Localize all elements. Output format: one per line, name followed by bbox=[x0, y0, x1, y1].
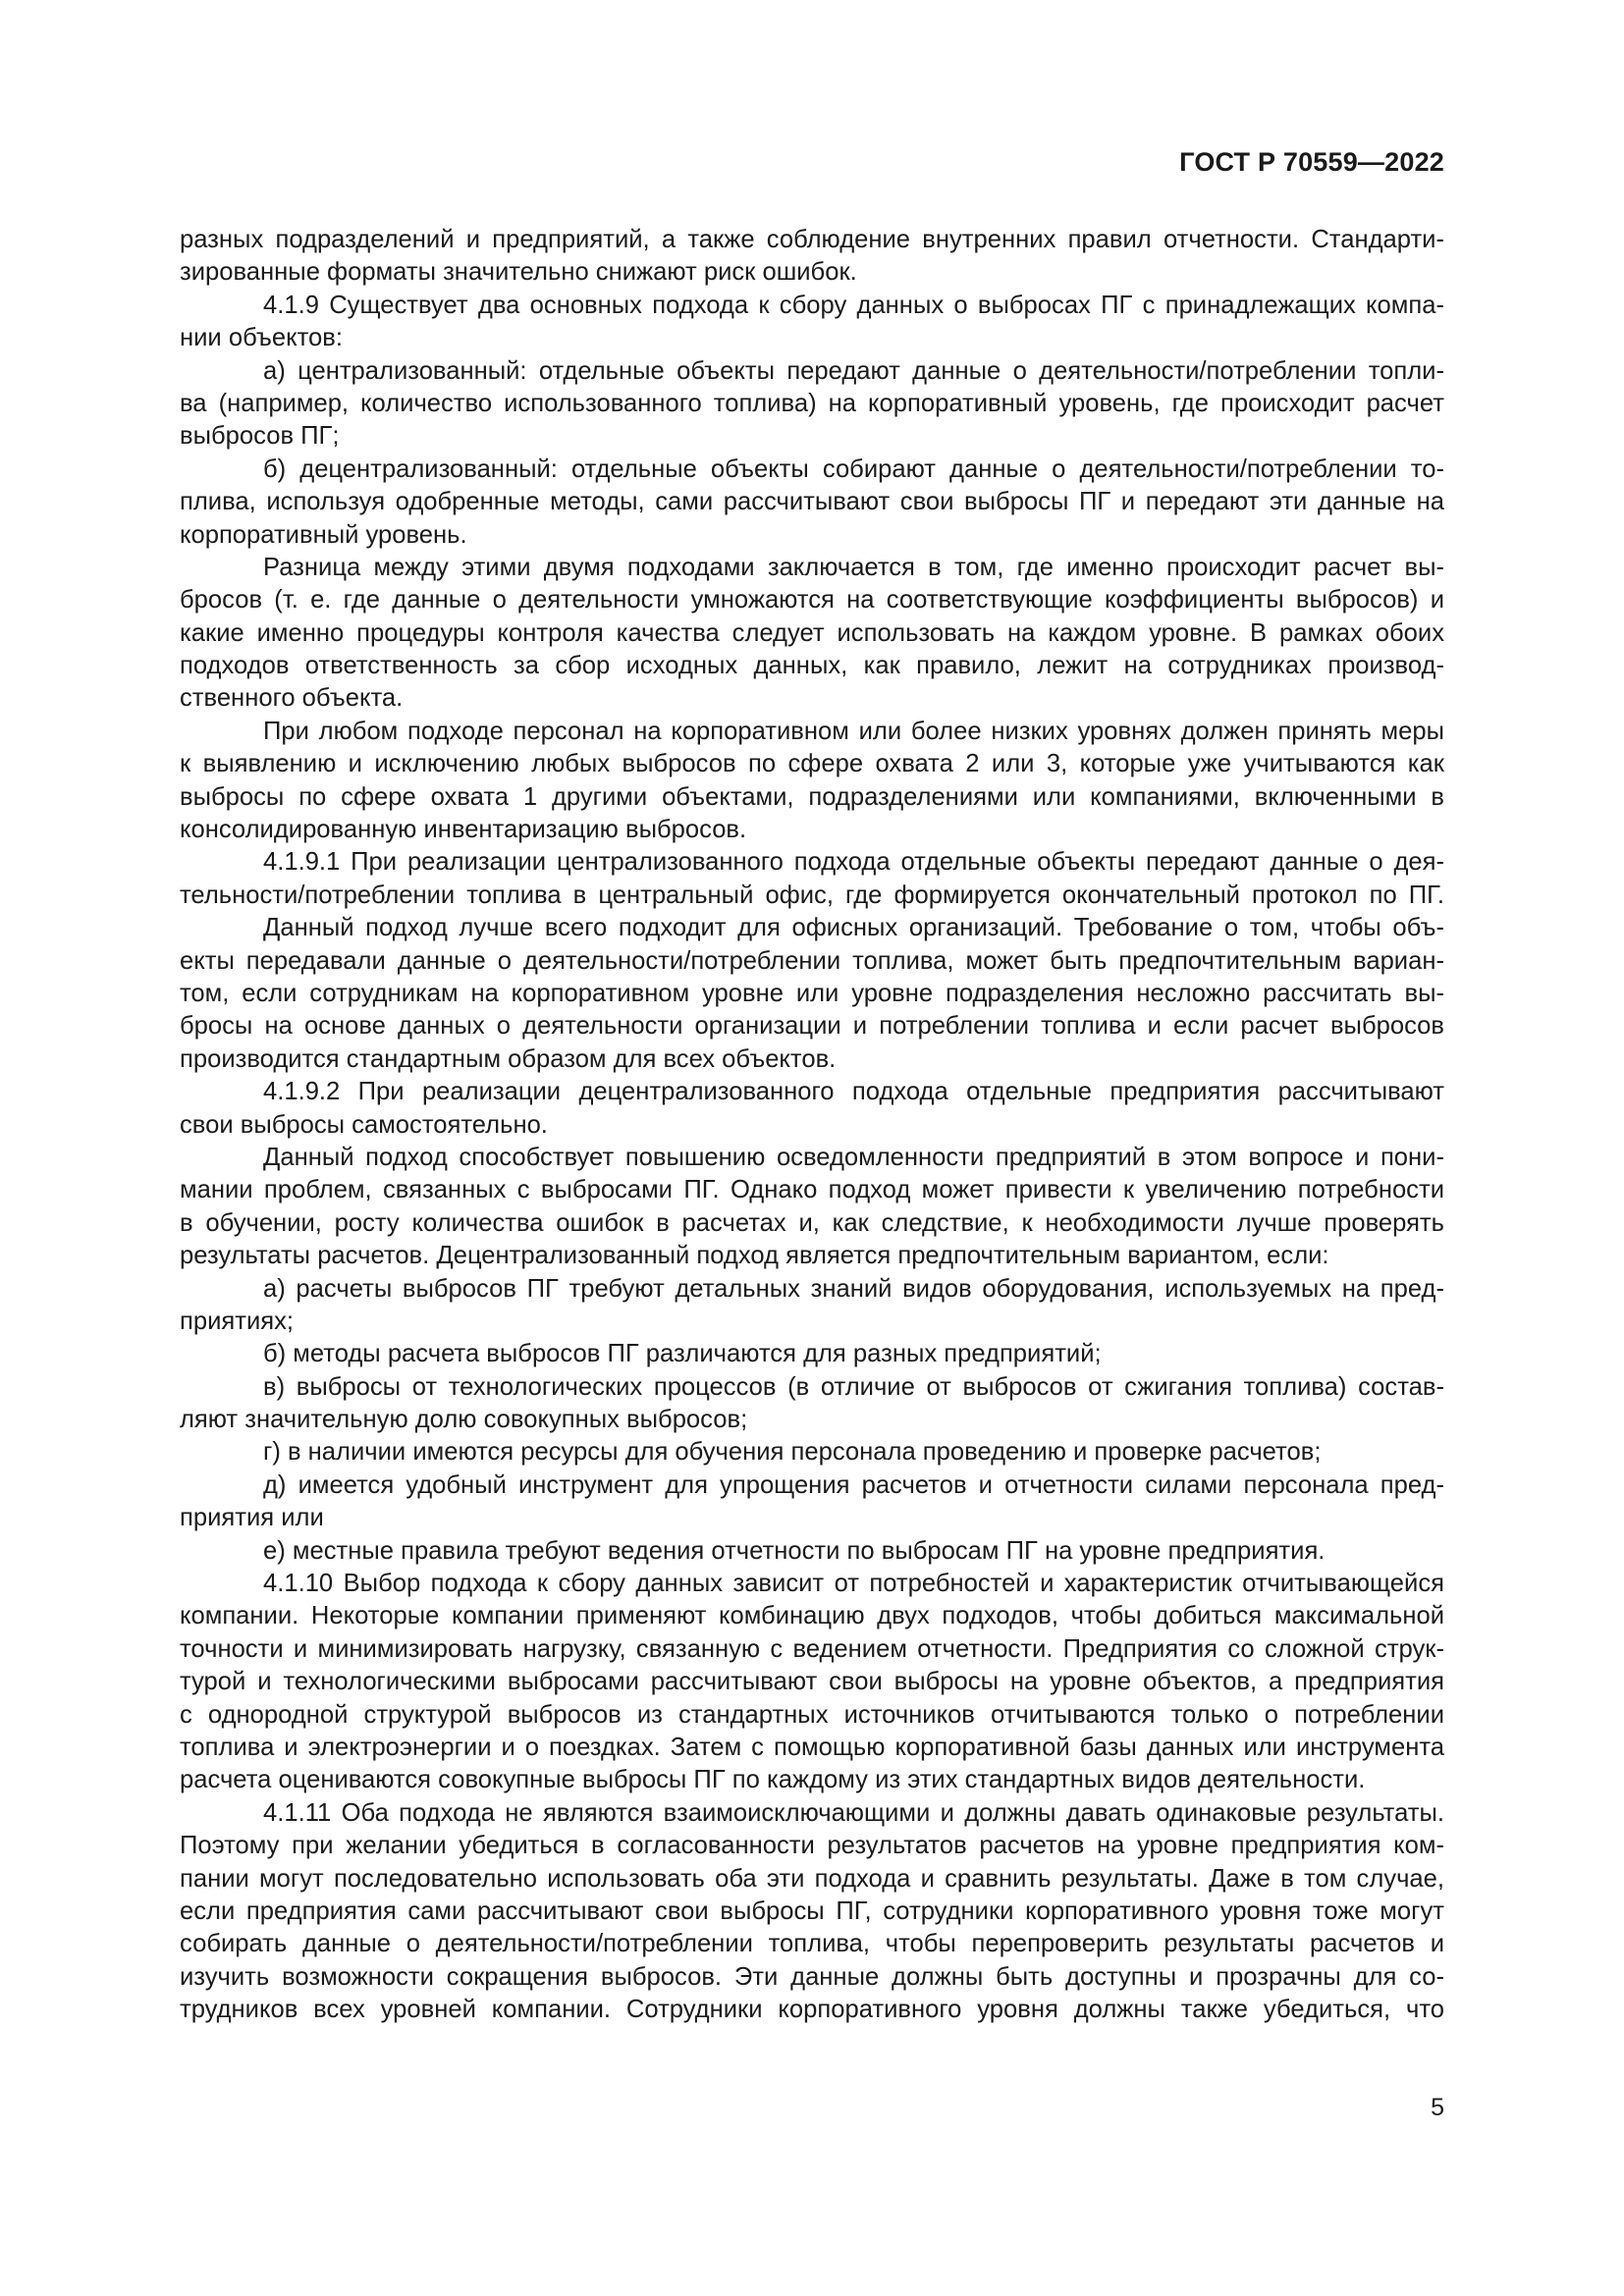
text-line: ва (например, количество использованного топлива) на корпоративный уровень, где происходит расчет bbox=[180, 389, 1444, 417]
text-line: выбросы по сфере охвата 1 другими объектами, подразделениями или компаниями, включенными в bbox=[180, 782, 1444, 811]
text-line: расчета оцениваются совокупные выбросы ПГ по каждому из этих стандартных видов деятельности. bbox=[180, 1766, 1366, 1794]
text-line: бросов (т. е. где данные о деятельности умножаются на соответствующие коэффициенты выбросов) и bbox=[180, 586, 1444, 614]
text-line: нии объектов: bbox=[180, 324, 343, 352]
text-line: консолидированную инвентаризацию выбросов. bbox=[180, 816, 747, 844]
text-line: ляют значительную долю совокупных выбросов; bbox=[180, 1406, 748, 1434]
text-line: том, если сотрудникам на корпоративном уровне или уровне подразделения несложно рассчитать вы- bbox=[180, 979, 1444, 1007]
text-line: какие именно процедуры контроля качества следует использовать на каждом уровне. В рамках обоих bbox=[180, 618, 1444, 647]
text-line: в обучении, росту количества ошибок в расчетах и, как следствие, к необходимости лучше проверять bbox=[180, 1208, 1444, 1237]
text-line: в) выбросы от технологических процессов (в отличие от выбросов от сжигания топлива) состав- bbox=[263, 1372, 1444, 1401]
text-line: б) методы расчета выбросов ПГ различаются для разных предприятий; bbox=[263, 1340, 1102, 1368]
text-line: ственного объекта. bbox=[180, 684, 404, 713]
text-line: При любом подходе персонал на корпоративном или более низких уровнях должен принять меры bbox=[263, 717, 1444, 745]
text-line: турой и технологическими выбросами рассчитывают свои выбросы на уровне объектов, а предприятия bbox=[180, 1668, 1444, 1696]
text-line: а) расчеты выбросов ПГ требуют детальных знаний видов оборудования, используемых на пред- bbox=[263, 1274, 1444, 1303]
text-line: 4.1.11 Оба подхода не являются взаимоисключающими и должны давать одинаковые результаты. bbox=[263, 1798, 1444, 1827]
text-line: пании могут последовательно использовать оба эти подхода и сравнить результаты. Даже в том случае, bbox=[180, 1864, 1444, 1893]
text-line: Данный подход лучше всего подходит для офисных организаций. Требование о том, чтобы объ- bbox=[263, 914, 1444, 942]
text-line: екты передавали данные о деятельности/потреблении топлива, может быть предпочтительным вариан- bbox=[180, 946, 1444, 975]
text-line: е) местные правила требуют ведения отчетности по выбросам ПГ на уровне предприятия. bbox=[263, 1536, 1326, 1565]
text-line: зированные форматы значительно снижают риск ошибок. bbox=[180, 258, 857, 287]
text-line: 4.1.9 Существует два основных подхода к сбору данных о выбросах ПГ с принадлежащих компа- bbox=[263, 291, 1444, 319]
text-line: Разница между этими двумя подходами заключается в том, где именно происходит расчет вы- bbox=[263, 553, 1444, 581]
text-line: Поэтому при желании убедиться в согласованности результатов расчетов на уровне предприятия ком- bbox=[180, 1832, 1444, 1860]
text-line: 4.1.10 Выбор подхода к сбору данных зависит от потребностей и характеристик отчитывающейся bbox=[263, 1570, 1444, 1598]
text-line: компании. Некоторые компании применяют комбинацию двух подходов, чтобы добиться максимальной bbox=[180, 1602, 1444, 1630]
text-line: выбросов ПГ; bbox=[180, 422, 340, 451]
text-line: 4.1.9.2 При реализации децентрализованного подхода отдельные предприятия рассчитывают bbox=[263, 1078, 1444, 1106]
text-line: мании проблем, связанных с выбросами ПГ. Однако подход может привести к увеличению потребности bbox=[180, 1176, 1444, 1204]
text-line: результаты расчетов. Децентрализованный подход является предпочтительным вариантом, если: bbox=[180, 1242, 1329, 1270]
text-line: приятиях; bbox=[180, 1307, 295, 1335]
document-body bbox=[180, 224, 1444, 2026]
text-line: производится стандартным образом для всех объектов. bbox=[180, 1044, 837, 1073]
text-line: а) централизованный: отдельные объекты передают данные о деятельности/потреблении топли- bbox=[263, 356, 1444, 385]
text-line: корпоративный уровень. bbox=[180, 520, 467, 549]
text-line: собирать данные о деятельности/потреблении топлива, чтобы перепроверить результаты расчетов и bbox=[180, 1930, 1444, 1958]
text-line: разных подразделений и предприятий, а также соблюдение внутренних правил отчетности. Стандарти- bbox=[180, 226, 1444, 253]
text-line: с однородной структурой выбросов из стандартных источников отчитываются только о потреблении bbox=[180, 1700, 1444, 1729]
text-line: тельности/потреблении топлива в центральный офис, где формируется окончательный протокол по ПГ. bbox=[180, 881, 1444, 909]
page-number: 5 bbox=[1431, 2094, 1444, 2121]
text-line: точности и минимизировать нагрузку, связанную с ведением отчетности. Предприятия со сложной струк- bbox=[180, 1634, 1444, 1663]
text-line: к выявлению и исключению любых выбросов по сфере охвата 2 или 3, которые уже учитываются как bbox=[180, 750, 1444, 778]
text-line: д) имеется удобный инструмент для упрощения расчетов и отчетности силами персонала пред- bbox=[263, 1470, 1444, 1499]
document-header-id: ГОСТ Р 70559—2022 bbox=[1179, 147, 1444, 177]
text-line: если предприятия сами рассчитывают свои выбросы ПГ, сотрудники корпоративного уровня тоже могут bbox=[180, 1896, 1444, 1925]
text-line: плива, используя одобренные методы, сами рассчитывают свои выбросы ПГ и передают эти данные на bbox=[180, 488, 1444, 516]
text-line: свои выбросы самостоятельно. bbox=[180, 1110, 548, 1139]
text-line: трудников всех уровней компании. Сотрудники корпоративного уровня должны также убедиться, что bbox=[180, 1996, 1444, 2024]
text-line: г) в наличии имеются ресурсы для обучения персонала проведению и проверке расчетов; bbox=[263, 1438, 1322, 1467]
text-line: 4.1.9.1 При реализации централизованного подхода отдельные объекты передают данные о дея- bbox=[263, 848, 1444, 877]
text-line: изучить возможности сокращения выбросов. Эти данные должны быть доступны и прозрачны для со- bbox=[180, 1962, 1444, 1991]
text-line: подходов ответственность за сбор исходных данных, как правило, лежит на сотрудниках производ- bbox=[180, 652, 1444, 680]
text-line: приятия или bbox=[180, 1504, 324, 1532]
text-line: Данный подход способствует повышению осведомленности предприятий в этом вопросе и пони- bbox=[263, 1143, 1444, 1171]
text-line: топлива и электроэнергии и о поездках. Затем с помощью корпоративной базы данных или инструмента bbox=[180, 1733, 1444, 1761]
text-line: бросы на основе данных о деятельности организации и потреблении топлива и если расчет выбросов bbox=[180, 1012, 1444, 1041]
text-line: б) децентрализованный: отдельные объекты собирают данные о деятельности/потреблении то- bbox=[263, 454, 1444, 483]
